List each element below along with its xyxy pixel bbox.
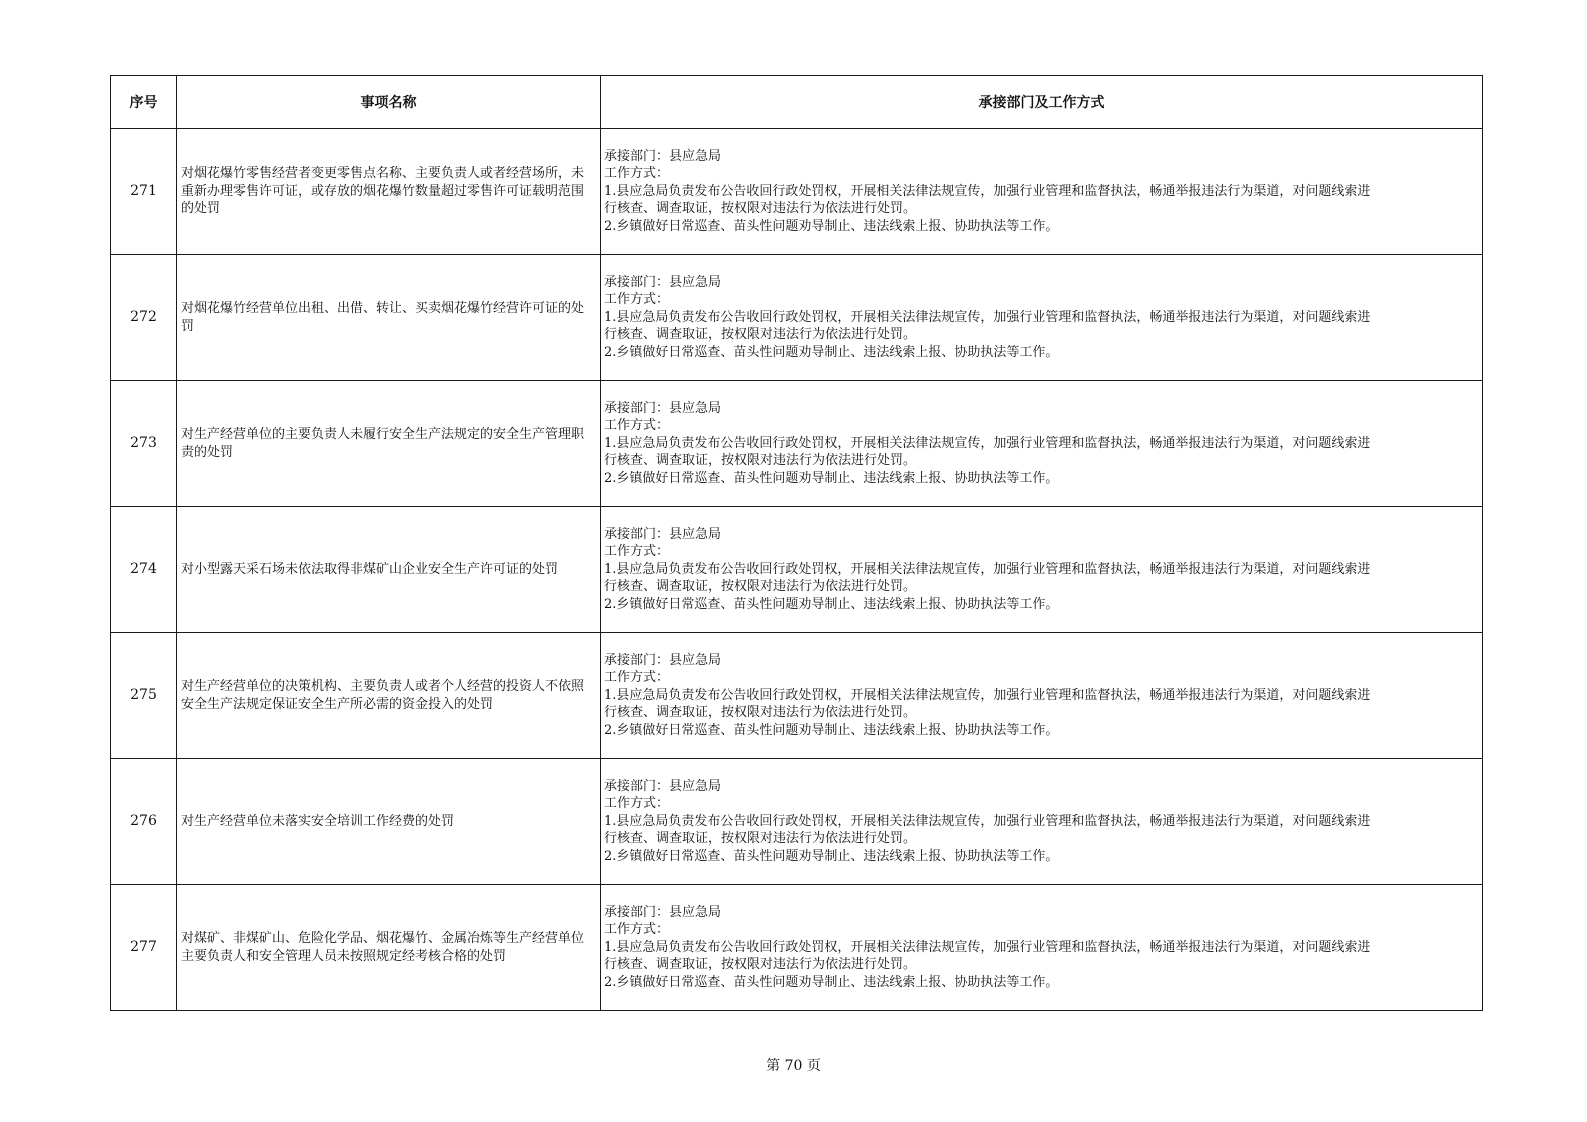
dept-line: 工作方式：	[604, 544, 670, 560]
department-method	[601, 129, 1483, 255]
table-row	[111, 633, 1483, 759]
table-row	[111, 129, 1483, 255]
dept-line: 行核查、调查取证，按权限对违法行为依法进行处罚。	[604, 327, 917, 343]
department-method	[601, 759, 1483, 885]
dept-line: 1.县应急局负责发布公告收回行政处罚权，开展相关法律法规宣传，加强行业管理和监督执法，畅通举报违法行为渠道，对问题线索进	[604, 939, 1371, 955]
dept-line: 承接部门：县应急局	[604, 904, 722, 920]
row-number: 275	[111, 633, 177, 759]
dept-line: 2.乡镇做好日常巡查、苗头性问题劝导制止、违法线索上报、协助执法等工作。	[604, 344, 1059, 360]
dept-line: 2.乡镇做好日常巡查、苗头性问题劝导制止、违法线索上报、协助执法等工作。	[604, 218, 1059, 234]
row-number: 277	[111, 885, 177, 1011]
dept-line: 1.县应急局负责发布公告收回行政处罚权，开展相关法律法规宣传，加强行业管理和监督执法，畅通举报违法行为渠道，对问题线索进	[604, 813, 1371, 829]
dept-line: 2.乡镇做好日常巡查、苗头性问题劝导制止、违法线索上报、协助执法等工作。	[604, 596, 1059, 612]
department-method	[601, 255, 1483, 381]
dept-line: 行核查、调查取证，按权限对违法行为依法进行处罚。	[604, 705, 917, 721]
table-row	[111, 885, 1483, 1011]
dept-line: 1.县应急局负责发布公告收回行政处罚权，开展相关法律法规宣传，加强行业管理和监督执法，畅通举报违法行为渠道，对问题线索进	[604, 309, 1371, 325]
department-method	[601, 885, 1483, 1011]
dept-line: 承接部门：县应急局	[604, 148, 722, 164]
table-row	[111, 255, 1483, 381]
dept-line: 2.乡镇做好日常巡查、苗头性问题劝导制止、违法线索上报、协助执法等工作。	[604, 974, 1059, 990]
dept-line: 1.县应急局负责发布公告收回行政处罚权，开展相关法律法规宣传，加强行业管理和监督执法，畅通举报违法行为渠道，对问题线索进	[604, 687, 1371, 703]
matter-name	[177, 885, 601, 1011]
matter-name-text: 对生产经营单位的主要负责人未履行安全生产法规定的安全生产管理职责的处罚	[181, 427, 585, 460]
matters-table	[110, 75, 1483, 1011]
department-method	[601, 381, 1483, 507]
matter-name	[177, 381, 601, 507]
dept-line: 承接部门：县应急局	[604, 274, 722, 290]
matter-name	[177, 255, 601, 381]
dept-line: 工作方式：	[604, 796, 670, 812]
dept-line: 承接部门：县应急局	[604, 400, 722, 416]
table-row	[111, 759, 1483, 885]
matter-name	[177, 759, 601, 885]
dept-line: 2.乡镇做好日常巡查、苗头性问题劝导制止、违法线索上报、协助执法等工作。	[604, 722, 1059, 738]
matter-name	[177, 633, 601, 759]
row-number: 276	[111, 759, 177, 885]
dept-line: 行核查、调查取证，按权限对违法行为依法进行处罚。	[604, 201, 917, 217]
dept-line: 承接部门：县应急局	[604, 526, 722, 542]
dept-line: 工作方式：	[604, 166, 670, 182]
dept-line: 承接部门：县应急局	[604, 652, 722, 668]
dept-line: 行核查、调查取证，按权限对违法行为依法进行处罚。	[604, 579, 917, 595]
matter-name-text: 对煤矿、非煤矿山、危险化学品、烟花爆竹、金属冶炼等生产经营单位主要负责人和安全管理人员未按照规定经考核合格的处罚	[181, 931, 585, 964]
row-number: 272	[111, 255, 177, 381]
dept-line: 工作方式：	[604, 922, 670, 938]
dept-line: 工作方式：	[604, 670, 670, 686]
department-method	[601, 507, 1483, 633]
dept-line: 2.乡镇做好日常巡查、苗头性问题劝导制止、违法线索上报、协助执法等工作。	[604, 470, 1059, 486]
table-row	[111, 381, 1483, 507]
page-number: 第 70 页	[766, 1058, 821, 1074]
table-header-row	[111, 76, 1483, 129]
matter-name-text: 对生产经营单位未落实安全培训工作经费的处罚	[181, 813, 455, 829]
row-number: 274	[111, 507, 177, 633]
matter-name-text: 对烟花爆竹经营单位出租、出借、转让、买卖烟花爆竹经营许可证的处罚	[181, 301, 585, 334]
header-serial-number: 序号	[111, 76, 177, 129]
matter-name-text: 对小型露天采石场未依法取得非煤矿山企业安全生产许可证的处罚	[181, 561, 559, 577]
matter-name-text: 对烟花爆竹零售经营者变更零售点名称、主要负责人或者经营场所，未重新办理零售许可证，或存放的烟花爆竹数量超过零售许可证载明范围的处罚	[181, 166, 585, 217]
dept-line: 行核查、调查取证，按权限对违法行为依法进行处罚。	[604, 453, 917, 469]
matter-name	[177, 129, 601, 255]
row-number: 273	[111, 381, 177, 507]
matter-name-text: 对生产经营单位的决策机构、主要负责人或者个人经营的投资人不依照安全生产法规定保证安全生产所必需的资金投入的处罚	[181, 679, 585, 712]
dept-line: 1.县应急局负责发布公告收回行政处罚权，开展相关法律法规宣传，加强行业管理和监督执法，畅通举报违法行为渠道，对问题线索进	[604, 183, 1371, 199]
dept-line: 行核查、调查取证，按权限对违法行为依法进行处罚。	[604, 957, 917, 973]
row-number: 271	[111, 129, 177, 255]
dept-line: 工作方式：	[604, 418, 670, 434]
dept-line: 1.县应急局负责发布公告收回行政处罚权，开展相关法律法规宣传，加强行业管理和监督执法，畅通举报违法行为渠道，对问题线索进	[604, 435, 1371, 451]
dept-line: 2.乡镇做好日常巡查、苗头性问题劝导制止、违法线索上报、协助执法等工作。	[604, 848, 1059, 864]
dept-line: 1.县应急局负责发布公告收回行政处罚权，开展相关法律法规宣传，加强行业管理和监督执法，畅通举报违法行为渠道，对问题线索进	[604, 561, 1371, 577]
dept-line: 工作方式：	[604, 292, 670, 308]
table-row	[111, 507, 1483, 633]
department-method	[601, 633, 1483, 759]
header-department-method: 承接部门及工作方式	[601, 76, 1483, 129]
dept-line: 行核查、调查取证，按权限对违法行为依法进行处罚。	[604, 831, 917, 847]
matter-name	[177, 507, 601, 633]
dept-line: 承接部门：县应急局	[604, 778, 722, 794]
header-matter-name: 事项名称	[177, 76, 601, 129]
